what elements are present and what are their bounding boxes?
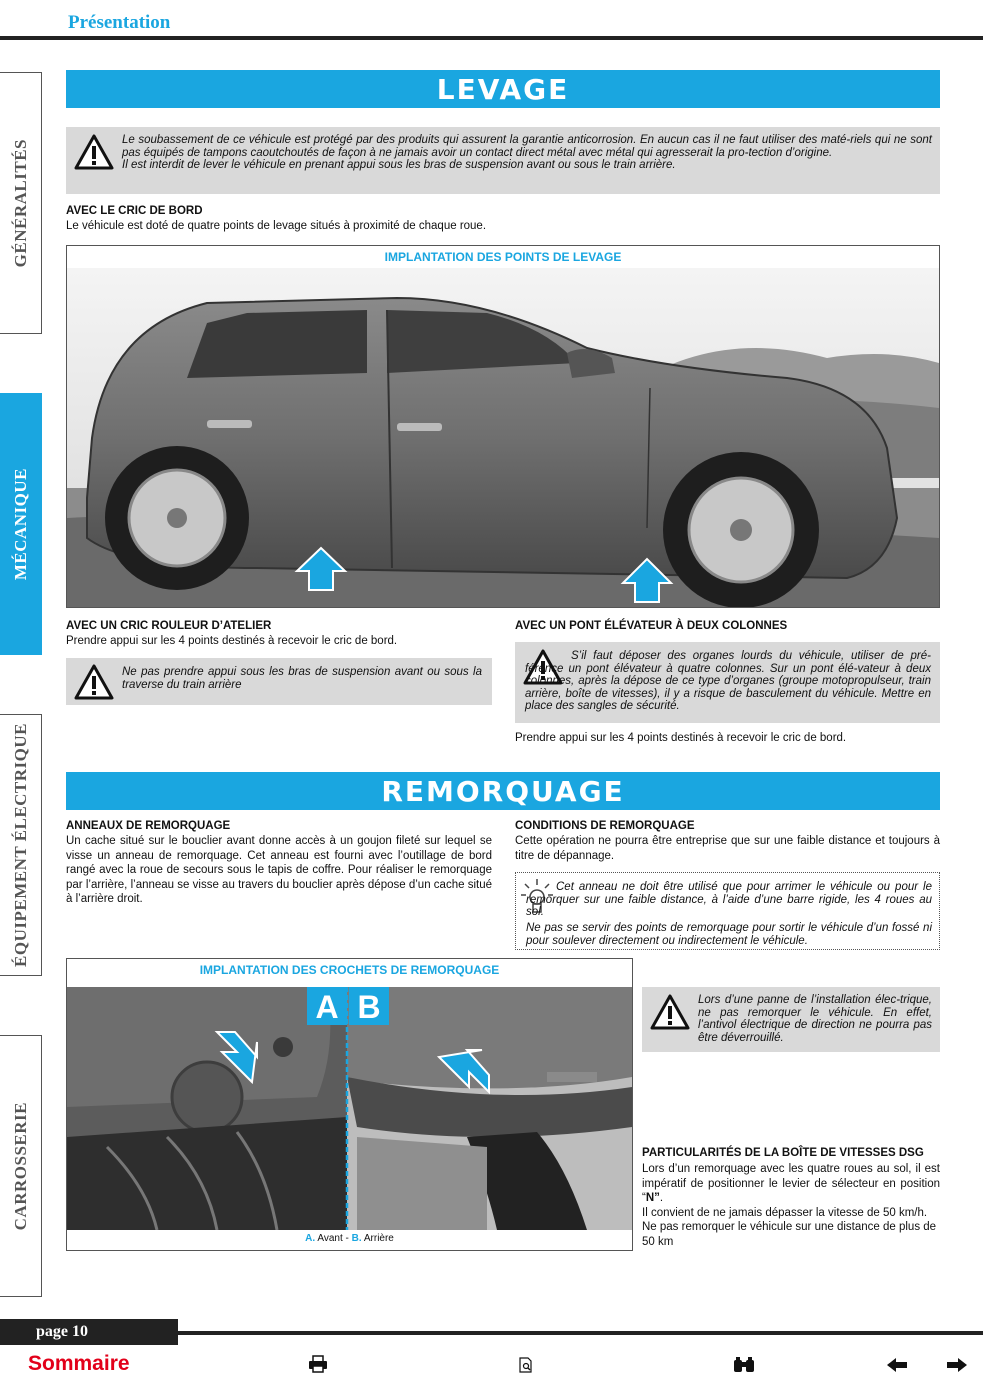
side-tab-mecanique[interactable] — [0, 393, 42, 655]
warning-box-pont — [515, 642, 940, 723]
warning-icon — [74, 133, 114, 171]
document-search-icon[interactable] — [518, 1357, 534, 1373]
legend-b: B. — [351, 1233, 362, 1244]
tip-box-anneau — [515, 872, 940, 950]
remorquage-banner: REMORQUAGE — [66, 772, 940, 810]
text-dsg — [642, 1162, 940, 1249]
print-icon[interactable] — [308, 1355, 328, 1373]
dsg-text-1-bold: N” — [645, 1192, 660, 1204]
car-side-photo — [67, 268, 939, 607]
heading-dsg: PARTICULARITÉS DE LA BOÎTE DE VITESSES DSG — [642, 1147, 924, 1159]
arrow-right-icon[interactable] — [946, 1357, 968, 1373]
page-number: page 10 — [0, 1319, 178, 1345]
side-tab-carrosserie[interactable] — [0, 1035, 42, 1297]
header-rule — [0, 36, 983, 40]
label-a: A — [315, 989, 339, 1025]
figure-caption: IMPLANTATION DES CROCHETS DE REMORQUAGE — [199, 963, 500, 977]
heading-cric-rouleur: AVEC UN CRIC ROULEUR D’ATELIER — [66, 620, 272, 632]
warning-text: Il est interdit de lever le véhicule en prenant appui sous les bras de suspension avant ou sous le train arrière. — [122, 159, 676, 171]
tip-text: Ne pas se servir des points de remorquage pour sortir le véhicule d’un fossé ni pour soulever directement ou indirectement le véhicule. — [526, 922, 932, 947]
text-pont-elevateur: Prendre appui sur les 4 points destinés à recevoir le cric de bord. — [515, 732, 847, 744]
binoculars-icon[interactable] — [732, 1356, 756, 1374]
text-cric-bord: Le véhicule est doté de quatre points de levage situés à proximité de chaque roue. — [66, 220, 487, 232]
side-tab-label: ÉQUIPEMENT ÉLECTRIQUE — [10, 723, 30, 967]
warning-icon — [650, 993, 690, 1031]
warning-box-suspension — [66, 658, 492, 705]
side-tab-generalites[interactable] — [0, 72, 42, 334]
figure-caption: IMPLANTATION DES POINTS DE LEVAGE — [384, 250, 622, 264]
warning-box-antivol — [642, 987, 940, 1052]
warning-text: Lors d’une panne de l’installation élec-trique, ne pas remorquer le véhicule. En effet, l’antivol électrique de direction ne pourra pas être déverrouillé. — [698, 994, 932, 1044]
text-cric-rouleur: Prendre appui sur les 4 points destinés à recevoir le cric de bord. — [66, 635, 398, 647]
warning-box-anticorrosion — [66, 127, 940, 194]
warning-text: Le soubassement de ce véhicule est protégé par des produits qui assurent la garantie anticorrosion. En aucun cas il ne faut utiliser des maté-riels qui ne sont pas équipés de tampons caoutchoutés de façon à ne jamais avoir un contact direct métal avec métal qui agresserait la pro-tection d’origine. — [122, 134, 932, 159]
heading-pont-elevateur: AVEC UN PONT ÉLÉVATEUR À DEUX COLONNES — [515, 620, 788, 632]
heading-anneaux: ANNEAUX DE REMORQUAGE — [66, 820, 231, 832]
warning-text: S’il faut déposer des organes lourds du véhicule, utiliser de pré-férence un pont élévateur à quatre colonnes. Sur un pont élé-vateur à deux colonnes, après la dépose de ce type d’organes (groupe motopropulseur, train arrière, boîte de vitesses), il y a risque de basculement du véhicule. Mettre en place des sangles de sécurité. — [525, 650, 931, 712]
label-b: B — [357, 989, 381, 1025]
side-tab-label: MÉCANIQUE — [10, 467, 30, 581]
dsg-text-1-end: . — [659, 1192, 664, 1204]
legend-b-text: Arrière — [361, 1233, 394, 1244]
side-tab-label: GÉNÉRALITÉS — [10, 138, 30, 268]
text-anneaux: Un cache situé sur le bouclier avant donne accès à un goujon fileté sur lequel se visse un anneau de remorquage. Cet anneau est fourni avec l’outillage de bord rangé avec la roue de secours sous le tapis de coffre. Pour réaliser le remorquage par l’arrière, l’anneau se visse au travers du bouclier après dépose d’un cache situé à l’arrière droit. — [66, 835, 492, 905]
warning-text: Ne pas prendre appui sous les bras de suspension avant ou sous la traverse du train arrière — [122, 666, 482, 691]
heading-conditions: CONDITIONS DE REMORQUAGE — [515, 820, 695, 832]
side-tab-equipement-electrique[interactable] — [0, 714, 42, 976]
dsg-text-1: Lors d’un remorquage avec les quatre roues au sol, il est impératif de positionner le levier de sélecteur en position “ — [642, 1163, 940, 1204]
legend-a: A. — [305, 1233, 316, 1244]
tip-text: Cet anneau ne doit être utilisé que pour arrimer le véhicule ou pour le remorquer sur une faible distance, à l’aide d’une barre rigide, les 4 roues au sol. — [526, 881, 932, 918]
figure-legend — [67, 1233, 632, 1244]
levage-banner: LEVAGE — [66, 70, 940, 108]
towing-points-photo — [67, 987, 632, 1230]
figure-points-levage — [66, 245, 940, 608]
dsg-text-2: Il convient de ne jamais dépasser la vitesse de 50 km/h. Ne pas remorquer le véhicule sur une distance de plus de 50 km — [642, 1206, 937, 1248]
figure-crochets-remorquage — [66, 958, 633, 1251]
legend-a-text: Avant - — [315, 1233, 352, 1244]
section-title: Présentation — [68, 12, 171, 33]
side-tab-label: CARROSSERIE — [10, 1101, 30, 1231]
arrow-left-icon[interactable] — [886, 1357, 908, 1373]
text-conditions: Cette opération ne pourra être entreprise que sur une faible distance et toujours à titre de dépannage. — [515, 835, 940, 862]
warning-icon — [74, 663, 114, 701]
sommaire-link[interactable]: Sommaire — [28, 1352, 130, 1375]
heading-cric-bord: AVEC LE CRIC DE BORD — [66, 205, 203, 217]
